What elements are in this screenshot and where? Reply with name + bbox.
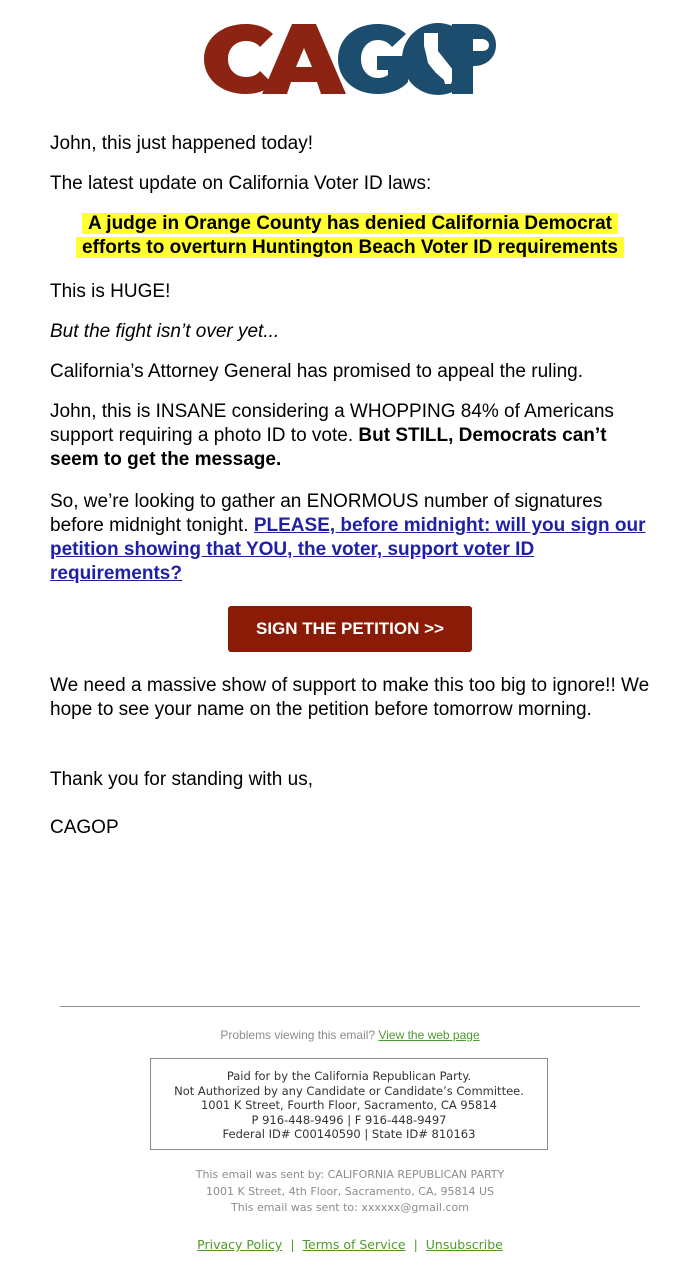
signoff-text: CAGOP bbox=[50, 817, 119, 838]
disclaimer-line: Federal ID# C00140590 | State ID# 810163 bbox=[222, 1127, 476, 1141]
view-web-page-link[interactable]: View the web page bbox=[378, 1028, 480, 1042]
link-separator: | bbox=[413, 1237, 418, 1252]
terms-of-service-link[interactable]: Terms of Service bbox=[302, 1237, 406, 1252]
insane-paragraph bbox=[50, 400, 650, 472]
problems-viewing bbox=[0, 1028, 700, 1042]
highlighted-headline bbox=[50, 212, 650, 260]
footer-links bbox=[0, 1237, 700, 1252]
gather-plain-text: So, we’re looking to gather an ENORMOUS number of signatures before midnight tonight. bbox=[50, 491, 603, 536]
unsubscribe-link[interactable]: Unsubscribe bbox=[425, 1237, 503, 1252]
support-text: We need a massive show of support to make this too big to ignore!! We hope to see your name on the petition before tomorrow morning. bbox=[50, 675, 650, 720]
fight-text: But the fight isn’t over yet... bbox=[50, 321, 280, 342]
cagop-logo bbox=[0, 18, 700, 100]
headline-line-1: A judge in Orange County has denied California Democrat bbox=[82, 213, 618, 234]
sign-petition-button[interactable]: SIGN THE PETITION >> bbox=[228, 606, 472, 652]
sent-info bbox=[0, 1167, 700, 1217]
disclaimer-line: P 916-448-9496 | F 916-448-9497 bbox=[251, 1112, 447, 1127]
insane-bold-text: But STILL, Democrats can’t seem to get the message. bbox=[50, 425, 607, 470]
huge-text: This is HUGE! bbox=[50, 281, 171, 302]
thanks-text: Thank you for standing with us, bbox=[50, 769, 313, 790]
disclaimer-line: Not Authorized by any Candidate or Candidate’s Committee. bbox=[174, 1083, 524, 1098]
gather-paragraph bbox=[50, 490, 650, 586]
greeting-text: John, this just happened today! bbox=[50, 133, 314, 154]
attorney-text: California’s Attorney General has promised to appeal the ruling. bbox=[50, 361, 584, 382]
cagop-logo-mark bbox=[200, 18, 500, 100]
link-separator: | bbox=[290, 1237, 295, 1252]
disclaimer-line: Paid for by the California Republican Party. bbox=[226, 1069, 472, 1083]
sent-to-text: This email was sent to: xxxxxx@gmail.com bbox=[231, 1201, 469, 1214]
paid-for-disclaimer bbox=[150, 1058, 548, 1150]
footer-divider bbox=[60, 1006, 640, 1007]
sent-address-text: 1001 K Street, 4th Floor, Sacramento, CA, 95814 US bbox=[205, 1184, 494, 1198]
privacy-policy-link[interactable]: Privacy Policy bbox=[197, 1237, 283, 1252]
disclaimer-line: 1001 K Street, Fourth Floor, Sacramento, CA 95814 bbox=[200, 1098, 497, 1112]
headline-line-2: efforts to overturn Huntington Beach Voter ID requirements bbox=[76, 237, 624, 258]
problems-text: Problems viewing this email? bbox=[220, 1028, 379, 1042]
intro-text: The latest update on California Voter ID laws: bbox=[50, 173, 432, 194]
sent-by-text: This email was sent by: CALIFORNIA REPUBLICAN PARTY bbox=[195, 1168, 505, 1181]
insane-plain-text: John, this is INSANE considering a WHOPPING 84% of Americans support requiring a photo ID to vote. bbox=[50, 401, 614, 446]
petition-link[interactable]: PLEASE, before midnight: will you sign our petition showing that YOU, the voter, support voter ID requirements? bbox=[50, 515, 646, 584]
